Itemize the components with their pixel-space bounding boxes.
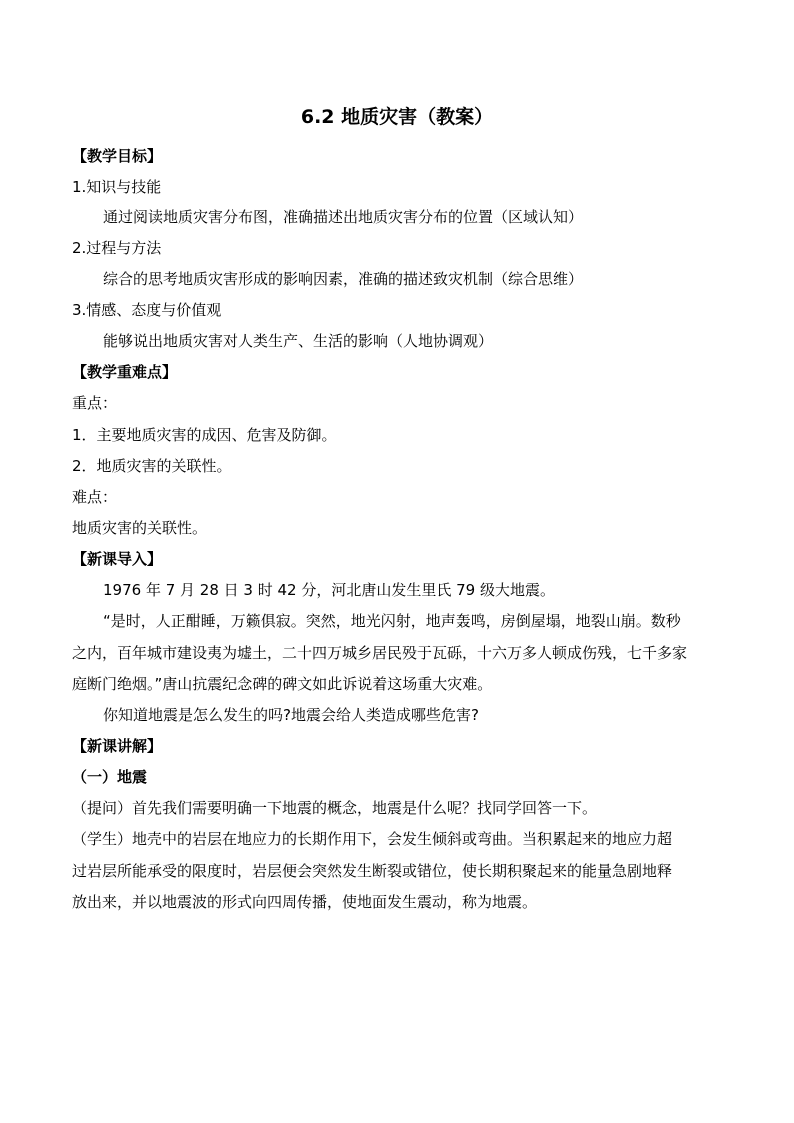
intro-paragraph-2-line-1: “是时，人正酣睡，万籁俱寂。突然，地光闪射，地声轰鸣，房倒屋塌，地裂山崩。数秒 [103,612,681,630]
objective-1-label: 1.知识与技能 [72,178,162,196]
objective-2-label: 2.过程与方法 [72,239,162,257]
difficult-label: 难点： [72,488,118,506]
intro-paragraph-3: 你知道地震是怎么发生的吗?地震会给人类造成哪些危害? [103,706,479,724]
key-point-2: 2．地质灾害的关联性。 [72,457,232,475]
objective-2-text: 综合的思考地质灾害形成的影响因素，准确的描述致灾机制（综合思维） [103,270,584,288]
lecture-answer-line-3: 放出来，并以地震波的形式向四周传播，使地面发生震动，称为地震。 [72,893,538,911]
lecture-question: （提问）首先我们需要明确一下地震的概念，地震是什么呢？找同学回答一下。 [72,799,598,817]
objective-1-text: 通过阅读地质灾害分布图，准确描述出地质灾害分布的位置（区域认知） [103,208,584,226]
key-label: 重点： [72,394,118,412]
lecture-heading: 【新课讲解】 [72,737,163,755]
intro-paragraph-2-line-3: 庭断门绝烟。”唐山抗震纪念碑的碑文如此诉说着这场重大灾难。 [72,675,493,693]
intro-paragraph-2-line-2: 之内，百年城市建设夷为墟土，二十四万城乡居民殁于瓦砾，十六万多人顿成伤残，七千多家 [72,644,688,662]
objective-3-label: 3.情感、态度与价值观 [72,301,222,319]
intro-heading: 【新课导入】 [72,550,163,568]
key-points-heading: 【教学重难点】 [72,363,178,381]
objectives-heading: 【教学目标】 [72,147,163,165]
difficult-point-1: 地质灾害的关联性。 [72,519,208,537]
lecture-answer-line-1: （学生）地壳中的岩层在地应力的长期作用下，会发生倾斜或弯曲。当积累起来的地应力超 [72,830,673,848]
intro-paragraph-1: 1976 年 7 月 28 日 3 时 42 分，河北唐山发生里氏 79 级大地震。 [103,581,555,599]
objective-3-text: 能够说出地质灾害对人类生产、生活的影响（人地协调观） [103,332,494,350]
lecture-subheading-earthquake: （一）地震 [72,768,148,786]
lecture-answer-line-2: 过岩层所能承受的限度时，岩层便会突然发生断裂或错位，使长期积聚起来的能量急剧地释 [72,862,673,880]
key-point-1: 1．主要地质灾害的成因、危害及防御。 [72,426,337,444]
page-title: 6.2 地质灾害（教案） [300,106,494,128]
